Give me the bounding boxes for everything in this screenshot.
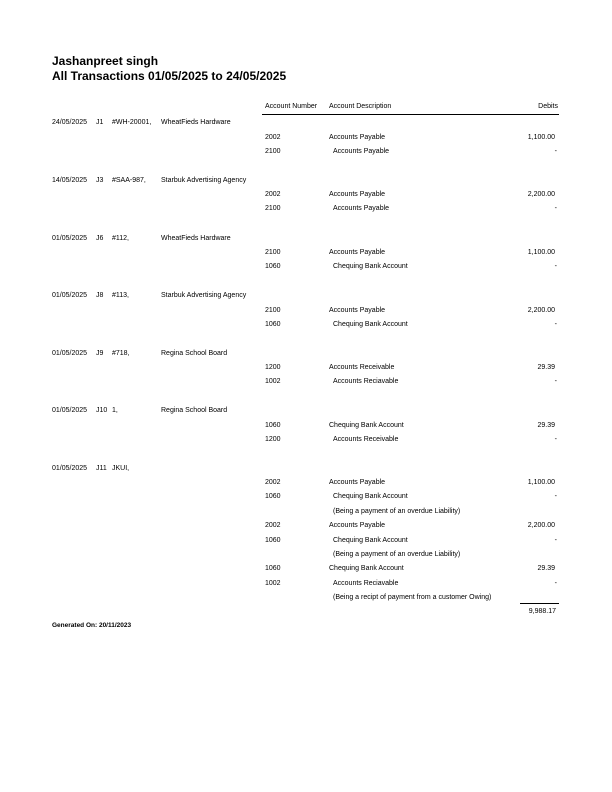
line-debit-amount: 2,200.00 xyxy=(527,307,555,314)
line-account-number: 2002 xyxy=(265,134,281,141)
line-account-description: Accounts Payable xyxy=(329,307,386,314)
tx-date: 01/05/2025 xyxy=(52,235,88,242)
line-account-number: 2002 xyxy=(265,479,281,486)
tx-reference: #718, xyxy=(112,350,130,357)
line-debit-amount: 1,100.00 xyxy=(527,249,555,256)
line-account-number: 2100 xyxy=(265,307,281,314)
tx-reference: 1, xyxy=(112,407,118,414)
line-debit-amount: 2,200.00 xyxy=(527,522,555,530)
tx-party: Starbuk Advertising Agency xyxy=(161,177,247,184)
line-account-number: 1060 xyxy=(265,321,281,329)
line-debit-amount: 29.39 xyxy=(537,422,555,429)
line-account-description: Chequing Bank Account xyxy=(333,493,408,501)
tx-party: WheatFieds Hardware xyxy=(161,119,231,126)
line-account-description: Accounts Reciavable xyxy=(333,378,399,386)
line-account-description: Chequing Bank Account xyxy=(333,263,408,271)
line-debit-amount: 1,100.00 xyxy=(527,479,555,486)
tx-date: 01/05/2025 xyxy=(52,292,88,299)
line-account-description: Accounts Payable xyxy=(329,479,386,486)
line-account-description: Chequing Bank Account xyxy=(333,321,408,329)
tx-party: Starbuk Advertising Agency xyxy=(161,292,247,299)
line-account-description: Accounts Payable xyxy=(329,134,386,141)
header-account-number: Account Number xyxy=(265,103,318,110)
tx-journal: J6 xyxy=(96,235,104,242)
line-account-number: 2002 xyxy=(265,522,281,530)
line-debit-amount: - xyxy=(554,436,557,444)
line-debit-amount: - xyxy=(554,378,557,386)
line-account-description: Accounts Receivable xyxy=(329,364,395,371)
line-account-number: 2100 xyxy=(265,148,281,156)
line-account-number: 1060 xyxy=(265,536,281,544)
line-account-description: Accounts Payable xyxy=(333,205,390,213)
line-account-description: Accounts Payable xyxy=(329,191,386,198)
header-rule xyxy=(262,114,559,115)
line-account-description: Accounts Reciavable xyxy=(333,579,399,587)
tx-date: 01/05/2025 xyxy=(52,465,88,472)
line-account-number: 1200 xyxy=(265,364,281,371)
tx-date: 01/05/2025 xyxy=(52,350,88,357)
tx-date: 01/05/2025 xyxy=(52,407,88,414)
report-company: Jashanpreet singh xyxy=(52,54,159,68)
total-rule xyxy=(520,603,559,604)
line-debit-amount: 29.39 xyxy=(537,364,555,371)
tx-journal: J9 xyxy=(96,350,104,357)
tx-journal: J3 xyxy=(96,177,104,184)
line-account-description: (Being a payment of an overdue Liability) xyxy=(333,551,461,558)
line-account-number: 1060 xyxy=(265,565,281,573)
line-account-description: Accounts Payable xyxy=(329,249,386,256)
line-debit-amount: 1,100.00 xyxy=(527,134,555,141)
line-debit-amount: - xyxy=(554,321,557,329)
line-account-description: Chequing Bank Account xyxy=(333,536,408,544)
line-debit-amount: - xyxy=(554,579,557,587)
tx-journal: J11 xyxy=(96,465,107,472)
tx-party: Regina School Board xyxy=(161,350,228,357)
report-title: All Transactions 01/05/2025 to 24/05/2025 xyxy=(52,69,287,83)
tx-journal: J8 xyxy=(96,292,104,299)
line-debit-amount: - xyxy=(554,263,557,271)
header-debits: Debits xyxy=(538,103,558,110)
line-debit-amount: - xyxy=(554,536,557,544)
tx-journal: J1 xyxy=(96,119,104,126)
tx-reference: #WH-20001, xyxy=(112,119,152,126)
line-account-description: Chequing Bank Account xyxy=(329,565,404,573)
line-account-number: 1002 xyxy=(265,378,281,386)
line-account-number: 2100 xyxy=(265,205,281,213)
line-debit-amount: - xyxy=(554,493,557,501)
line-account-number: 2100 xyxy=(265,249,281,256)
line-debit-amount: - xyxy=(554,148,557,156)
line-account-number: 1002 xyxy=(265,579,281,587)
line-account-description: Accounts Payable xyxy=(333,148,390,156)
line-account-number: 1060 xyxy=(265,493,281,501)
tx-date: 14/05/2025 xyxy=(52,177,88,184)
line-account-description: Accounts Payable xyxy=(329,522,386,530)
line-debit-amount: - xyxy=(554,205,557,213)
generated-on-footer: Generated On: 20/11/2023 xyxy=(52,622,132,629)
line-account-number: 1060 xyxy=(265,263,281,271)
line-account-number: 1200 xyxy=(265,436,281,444)
line-account-description: Accounts Receivable xyxy=(333,436,399,444)
line-account-number: 1060 xyxy=(265,422,281,429)
tx-party: Regina School Board xyxy=(161,407,228,414)
tx-reference: #113, xyxy=(112,292,129,299)
tx-journal: J10 xyxy=(96,407,108,414)
tx-reference: JKUI, xyxy=(112,465,130,472)
line-debit-amount: 29.39 xyxy=(537,565,555,573)
tx-reference: #SAA-987, xyxy=(112,177,146,184)
total-amount: 9,988.17 xyxy=(528,608,556,615)
tx-reference: #112, xyxy=(112,235,129,242)
line-account-description: (Being a payment of an overdue Liability) xyxy=(333,507,461,515)
line-debit-amount: 2,200.00 xyxy=(527,191,555,198)
line-account-number: 2002 xyxy=(265,191,281,198)
line-account-description: Chequing Bank Account xyxy=(329,422,404,429)
line-account-description: (Being a recipt of payment from a customer Owing) xyxy=(333,594,492,602)
tx-party: WheatFieds Hardware xyxy=(161,235,231,242)
tx-date: 24/05/2025 xyxy=(52,119,88,126)
header-account-description: Account Description xyxy=(329,103,392,110)
